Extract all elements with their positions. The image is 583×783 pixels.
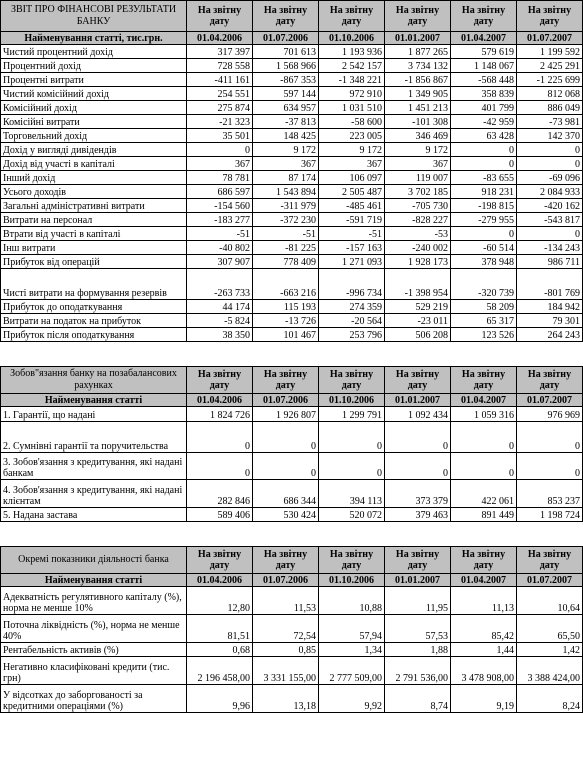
- value-cell: -411 161: [187, 73, 253, 87]
- value-cell: 317 397: [187, 45, 253, 59]
- value-cell: 2 791 536,00: [385, 657, 451, 685]
- row-label: Комісійний дохід: [1, 101, 187, 115]
- date-header: 01.04.2007: [451, 32, 517, 45]
- value-cell: -51: [319, 227, 385, 241]
- value-cell: 9 172: [319, 143, 385, 157]
- value-cell: 1 092 434: [385, 407, 451, 422]
- table-row: [1, 453, 583, 480]
- value-cell: 2 196 458,00: [187, 657, 253, 685]
- value-cell: -1 225 699: [517, 73, 583, 87]
- t3-title: Окремі показники діяльності банка: [1, 547, 187, 574]
- column-header: На звітну дату: [187, 1, 253, 32]
- value-cell: 38 350: [187, 328, 253, 342]
- value-cell: 12,80: [187, 587, 253, 615]
- value-cell: 0: [319, 453, 385, 480]
- value-cell: 367: [385, 157, 451, 171]
- table-row: [1, 328, 583, 342]
- value-cell: 8,74: [385, 685, 451, 713]
- value-cell: 1 877 265: [385, 45, 451, 59]
- row-label: Торговельний дохід: [1, 129, 187, 143]
- value-cell: -240 002: [385, 241, 451, 255]
- value-cell: 148 425: [253, 129, 319, 143]
- value-cell: -101 308: [385, 115, 451, 129]
- row-label: Рентабельність активів (%): [1, 643, 187, 657]
- row-label: Поточна ліквідність (%), норма не менше 40%: [1, 615, 187, 643]
- t1-title: ЗВІТ ПРО ФІНАНСОВІ РЕЗУЛЬТАТИ БАНКУ: [1, 1, 187, 32]
- t2-body: [1, 407, 583, 522]
- row-label: Інш витрати: [1, 241, 187, 255]
- table-row: [1, 643, 583, 657]
- t1-name-header: Найменування статті, тис.грн.: [1, 32, 187, 45]
- row-label: Чисті витрати на формування резервів: [1, 269, 187, 300]
- value-cell: 506 208: [385, 328, 451, 342]
- value-cell: -663 216: [253, 269, 319, 300]
- table-row: [1, 407, 583, 422]
- t1-header-row: [1, 1, 583, 32]
- value-cell: 520 072: [319, 508, 385, 522]
- table-row: [1, 129, 583, 143]
- value-cell: 35 501: [187, 129, 253, 143]
- row-label: Процентний дохід: [1, 59, 187, 73]
- t2-title: Зобов"язання банку на позабалансових рахунках: [1, 367, 187, 394]
- value-cell: 367: [187, 157, 253, 171]
- value-cell: 142 370: [517, 129, 583, 143]
- column-header: На звітну дату: [517, 367, 583, 394]
- row-label: Процентні витрати: [1, 73, 187, 87]
- value-cell: -60 514: [451, 241, 517, 255]
- value-cell: 282 846: [187, 480, 253, 508]
- value-cell: 530 424: [253, 508, 319, 522]
- value-cell: 976 969: [517, 407, 583, 422]
- value-cell: 1 568 966: [253, 59, 319, 73]
- value-cell: 1 198 724: [517, 508, 583, 522]
- value-cell: -1 398 954: [385, 269, 451, 300]
- value-cell: 13,18: [253, 685, 319, 713]
- value-cell: 853 237: [517, 480, 583, 508]
- date-header: 01.07.2006: [253, 394, 319, 407]
- t2-name-header: Найменування статті: [1, 394, 187, 407]
- value-cell: 346 469: [385, 129, 451, 143]
- row-label: Адекватність регулятивного капіталу (%), норма не менше 10%: [1, 587, 187, 615]
- value-cell: 529 219: [385, 300, 451, 314]
- value-cell: 123 526: [451, 328, 517, 342]
- column-header: На звітну дату: [319, 1, 385, 32]
- value-cell: -705 730: [385, 199, 451, 213]
- value-cell: -13 726: [253, 314, 319, 328]
- value-cell: 0: [319, 422, 385, 453]
- value-cell: 106 097: [319, 171, 385, 185]
- value-cell: -591 719: [319, 213, 385, 227]
- value-cell: 0,68: [187, 643, 253, 657]
- spacer: [1, 342, 583, 351]
- value-cell: 1 349 905: [385, 87, 451, 101]
- date-header: 01.04.2007: [451, 574, 517, 587]
- t3-name-header: Найменування статті: [1, 574, 187, 587]
- value-cell: -21 323: [187, 115, 253, 129]
- t3-body: [1, 587, 583, 713]
- value-cell: 0: [517, 143, 583, 157]
- t2-date-row: [1, 394, 583, 407]
- value-cell: 1 193 936: [319, 45, 385, 59]
- value-cell: 9,92: [319, 685, 385, 713]
- row-label: Комісійні витрати: [1, 115, 187, 129]
- value-cell: -263 733: [187, 269, 253, 300]
- value-cell: -5 824: [187, 314, 253, 328]
- value-cell: 8,24: [517, 685, 583, 713]
- table-row: [1, 587, 583, 615]
- table-row: [1, 73, 583, 87]
- value-cell: -58 600: [319, 115, 385, 129]
- value-cell: 3 388 424,00: [517, 657, 583, 685]
- value-cell: 378 948: [451, 255, 517, 269]
- value-cell: 11,13: [451, 587, 517, 615]
- value-cell: 1 059 316: [451, 407, 517, 422]
- row-label: 5. Надана застава: [1, 508, 187, 522]
- row-label: У відсотках до заборгованості за кредитними операціями (%): [1, 685, 187, 713]
- row-label: 3. Зобов'язання з кредитування, які надані банкам: [1, 453, 187, 480]
- value-cell: 597 144: [253, 87, 319, 101]
- value-cell: 1,42: [517, 643, 583, 657]
- spacer: [1, 351, 583, 359]
- value-cell: 274 359: [319, 300, 385, 314]
- value-cell: 2 425 291: [517, 59, 583, 73]
- value-cell: -20 564: [319, 314, 385, 328]
- value-cell: 2 084 933: [517, 185, 583, 199]
- value-cell: -73 981: [517, 115, 583, 129]
- value-cell: 65,50: [517, 615, 583, 643]
- value-cell: 81,51: [187, 615, 253, 643]
- date-header: 01.04.2006: [187, 394, 253, 407]
- value-cell: -420 162: [517, 199, 583, 213]
- row-label: Інший дохід: [1, 171, 187, 185]
- value-cell: 686 344: [253, 480, 319, 508]
- column-header: На звітну дату: [451, 547, 517, 574]
- row-label: Дохід у вигляді дивідендів: [1, 143, 187, 157]
- value-cell: -183 277: [187, 213, 253, 227]
- value-cell: 2 777 509,00: [319, 657, 385, 685]
- value-cell: 9 172: [253, 143, 319, 157]
- value-cell: 812 068: [517, 87, 583, 101]
- value-cell: 57,94: [319, 615, 385, 643]
- t3-date-row: [1, 574, 583, 587]
- value-cell: 367: [253, 157, 319, 171]
- value-cell: 1 299 791: [319, 407, 385, 422]
- value-cell: 0: [451, 453, 517, 480]
- value-cell: -51: [253, 227, 319, 241]
- value-cell: 184 942: [517, 300, 583, 314]
- value-cell: 0: [253, 422, 319, 453]
- value-cell: 589 406: [187, 508, 253, 522]
- date-header: 01.10.2006: [319, 394, 385, 407]
- value-cell: 223 005: [319, 129, 385, 143]
- value-cell: -23 011: [385, 314, 451, 328]
- table-row: [1, 480, 583, 508]
- value-cell: 9,96: [187, 685, 253, 713]
- table-row: [1, 314, 583, 328]
- table-row: [1, 199, 583, 213]
- row-label: Чистий комісійний дохід: [1, 87, 187, 101]
- row-label: Прибуток від операцій: [1, 255, 187, 269]
- value-cell: 0: [385, 422, 451, 453]
- table-row: [1, 300, 583, 314]
- table-row: [1, 157, 583, 171]
- value-cell: -81 225: [253, 241, 319, 255]
- table-row: [1, 115, 583, 129]
- value-cell: 0: [517, 422, 583, 453]
- value-cell: -801 769: [517, 269, 583, 300]
- t1-date-row: [1, 32, 583, 45]
- value-cell: 1,44: [451, 643, 517, 657]
- value-cell: 0: [517, 157, 583, 171]
- value-cell: 11,95: [385, 587, 451, 615]
- value-cell: 115 193: [253, 300, 319, 314]
- value-cell: 79 301: [517, 314, 583, 328]
- value-cell: 2 505 487: [319, 185, 385, 199]
- value-cell: -279 955: [451, 213, 517, 227]
- value-cell: 1 824 726: [187, 407, 253, 422]
- value-cell: 1 199 592: [517, 45, 583, 59]
- value-cell: 986 711: [517, 255, 583, 269]
- value-cell: -568 448: [451, 73, 517, 87]
- value-cell: 701 613: [253, 45, 319, 59]
- value-cell: 728 558: [187, 59, 253, 73]
- value-cell: 394 113: [319, 480, 385, 508]
- date-header: 01.01.2007: [385, 32, 451, 45]
- value-cell: 275 874: [187, 101, 253, 115]
- value-cell: 1,88: [385, 643, 451, 657]
- date-header: 01.10.2006: [319, 574, 385, 587]
- value-cell: 0: [385, 453, 451, 480]
- value-cell: 918 231: [451, 185, 517, 199]
- spacer: [1, 359, 583, 367]
- value-cell: -51: [187, 227, 253, 241]
- row-label: Чистий процентний дохід: [1, 45, 187, 59]
- table-row: [1, 87, 583, 101]
- value-cell: 9,19: [451, 685, 517, 713]
- column-header: На звітну дату: [319, 547, 385, 574]
- value-cell: 10,88: [319, 587, 385, 615]
- t3-header-row: [1, 547, 583, 574]
- value-cell: 3 331 155,00: [253, 657, 319, 685]
- table-row: [1, 615, 583, 643]
- table-row: [1, 227, 583, 241]
- value-cell: 0: [451, 157, 517, 171]
- value-cell: 57,53: [385, 615, 451, 643]
- date-header: 01.04.2006: [187, 32, 253, 45]
- value-cell: 65 317: [451, 314, 517, 328]
- value-cell: -134 243: [517, 241, 583, 255]
- value-cell: 579 619: [451, 45, 517, 59]
- value-cell: -828 227: [385, 213, 451, 227]
- row-label: Витрати на персонал: [1, 213, 187, 227]
- row-label: Загальні адміністративні витрати: [1, 199, 187, 213]
- value-cell: 3 702 185: [385, 185, 451, 199]
- row-label: Втрати від участі в капіталі: [1, 227, 187, 241]
- value-cell: 264 243: [517, 328, 583, 342]
- value-cell: 72,54: [253, 615, 319, 643]
- value-cell: 10,64: [517, 587, 583, 615]
- t2-header-row: [1, 367, 583, 394]
- date-header: 01.07.2006: [253, 574, 319, 587]
- date-header: 01.07.2007: [517, 394, 583, 407]
- date-header: 01.07.2007: [517, 574, 583, 587]
- column-header: На звітну дату: [187, 367, 253, 394]
- value-cell: 634 957: [253, 101, 319, 115]
- date-header: 01.07.2006: [253, 32, 319, 45]
- value-cell: 778 409: [253, 255, 319, 269]
- value-cell: 0: [253, 453, 319, 480]
- row-label: Витрати на податок на прибуток: [1, 314, 187, 328]
- column-header: На звітну дату: [187, 547, 253, 574]
- column-header: На звітну дату: [517, 1, 583, 32]
- row-label: Усього доходів: [1, 185, 187, 199]
- value-cell: 0: [187, 422, 253, 453]
- value-cell: 422 061: [451, 480, 517, 508]
- value-cell: 0: [517, 453, 583, 480]
- value-cell: -42 959: [451, 115, 517, 129]
- value-cell: 254 551: [187, 87, 253, 101]
- value-cell: 686 597: [187, 185, 253, 199]
- value-cell: 44 174: [187, 300, 253, 314]
- row-label: Негативно класифіковані кредити (тис. грн): [1, 657, 187, 685]
- table-row: [1, 59, 583, 73]
- spacer: [1, 522, 583, 531]
- spacer: [1, 531, 583, 539]
- value-cell: 0: [451, 227, 517, 241]
- column-header: На звітну дату: [451, 1, 517, 32]
- row-label: Дохід від участі в капіталі: [1, 157, 187, 171]
- row-label: Прибуток після оподаткування: [1, 328, 187, 342]
- value-cell: 2 542 157: [319, 59, 385, 73]
- value-cell: -37 813: [253, 115, 319, 129]
- value-cell: 253 796: [319, 328, 385, 342]
- value-cell: -198 815: [451, 199, 517, 213]
- column-header: На звітну дату: [319, 367, 385, 394]
- table-row: [1, 185, 583, 199]
- value-cell: 1 271 093: [319, 255, 385, 269]
- t1-body: [1, 45, 583, 342]
- date-header: 01.01.2007: [385, 574, 451, 587]
- value-cell: -543 817: [517, 213, 583, 227]
- value-cell: 0: [451, 143, 517, 157]
- value-cell: -157 163: [319, 241, 385, 255]
- value-cell: 886 049: [517, 101, 583, 115]
- table-row: [1, 143, 583, 157]
- table-row: [1, 508, 583, 522]
- value-cell: -83 655: [451, 171, 517, 185]
- value-cell: -996 734: [319, 269, 385, 300]
- value-cell: 358 839: [451, 87, 517, 101]
- table-row: [1, 685, 583, 713]
- column-header: На звітну дату: [385, 1, 451, 32]
- value-cell: 0,85: [253, 643, 319, 657]
- value-cell: -372 230: [253, 213, 319, 227]
- column-header: На звітну дату: [253, 367, 319, 394]
- value-cell: 0: [517, 227, 583, 241]
- table-row: [1, 171, 583, 185]
- table-row: [1, 657, 583, 685]
- column-header: На звітну дату: [253, 547, 319, 574]
- table-row: [1, 255, 583, 269]
- value-cell: 367: [319, 157, 385, 171]
- value-cell: 373 379: [385, 480, 451, 508]
- value-cell: 85,42: [451, 615, 517, 643]
- value-cell: 58 209: [451, 300, 517, 314]
- value-cell: 119 007: [385, 171, 451, 185]
- row-label: 4. Зобов'язання з кредитування, які надані клієнтам: [1, 480, 187, 508]
- row-label: 1. Гарантії, що надані: [1, 407, 187, 422]
- value-cell: 1 928 173: [385, 255, 451, 269]
- value-cell: -69 096: [517, 171, 583, 185]
- value-cell: 972 910: [319, 87, 385, 101]
- value-cell: 101 467: [253, 328, 319, 342]
- value-cell: -53: [385, 227, 451, 241]
- value-cell: 1 451 213: [385, 101, 451, 115]
- table-row: [1, 269, 583, 300]
- value-cell: 1 543 894: [253, 185, 319, 199]
- column-header: На звітну дату: [385, 367, 451, 394]
- value-cell: 87 174: [253, 171, 319, 185]
- date-header: 01.10.2006: [319, 32, 385, 45]
- value-cell: 63 428: [451, 129, 517, 143]
- value-cell: -320 739: [451, 269, 517, 300]
- value-cell: 78 781: [187, 171, 253, 185]
- table-row: [1, 101, 583, 115]
- value-cell: -311 979: [253, 199, 319, 213]
- column-header: На звітну дату: [517, 547, 583, 574]
- value-cell: -1 856 867: [385, 73, 451, 87]
- value-cell: 0: [451, 422, 517, 453]
- table-row: [1, 422, 583, 453]
- value-cell: 11,53: [253, 587, 319, 615]
- value-cell: 1 031 510: [319, 101, 385, 115]
- value-cell: 1 926 807: [253, 407, 319, 422]
- value-cell: 1,34: [319, 643, 385, 657]
- row-label: Прибуток до оподаткування: [1, 300, 187, 314]
- value-cell: -154 560: [187, 199, 253, 213]
- value-cell: -867 353: [253, 73, 319, 87]
- value-cell: 0: [187, 143, 253, 157]
- value-cell: 379 463: [385, 508, 451, 522]
- value-cell: 3 734 132: [385, 59, 451, 73]
- value-cell: 1 148 067: [451, 59, 517, 73]
- value-cell: 0: [187, 453, 253, 480]
- column-header: На звітну дату: [253, 1, 319, 32]
- value-cell: 891 449: [451, 508, 517, 522]
- table-row: [1, 45, 583, 59]
- value-cell: 3 478 908,00: [451, 657, 517, 685]
- value-cell: 307 907: [187, 255, 253, 269]
- value-cell: -485 461: [319, 199, 385, 213]
- date-header: 01.04.2007: [451, 394, 517, 407]
- spacer: [1, 539, 583, 547]
- row-label: 2. Сумнівні гарантії та поручительства: [1, 422, 187, 453]
- table-row: [1, 241, 583, 255]
- value-cell: 401 799: [451, 101, 517, 115]
- table-row: [1, 213, 583, 227]
- value-cell: -1 348 221: [319, 73, 385, 87]
- date-header: 01.04.2006: [187, 574, 253, 587]
- value-cell: -40 802: [187, 241, 253, 255]
- column-header: На звітну дату: [451, 367, 517, 394]
- value-cell: 9 172: [385, 143, 451, 157]
- column-header: На звітну дату: [385, 547, 451, 574]
- date-header: 01.07.2007: [517, 32, 583, 45]
- date-header: 01.01.2007: [385, 394, 451, 407]
